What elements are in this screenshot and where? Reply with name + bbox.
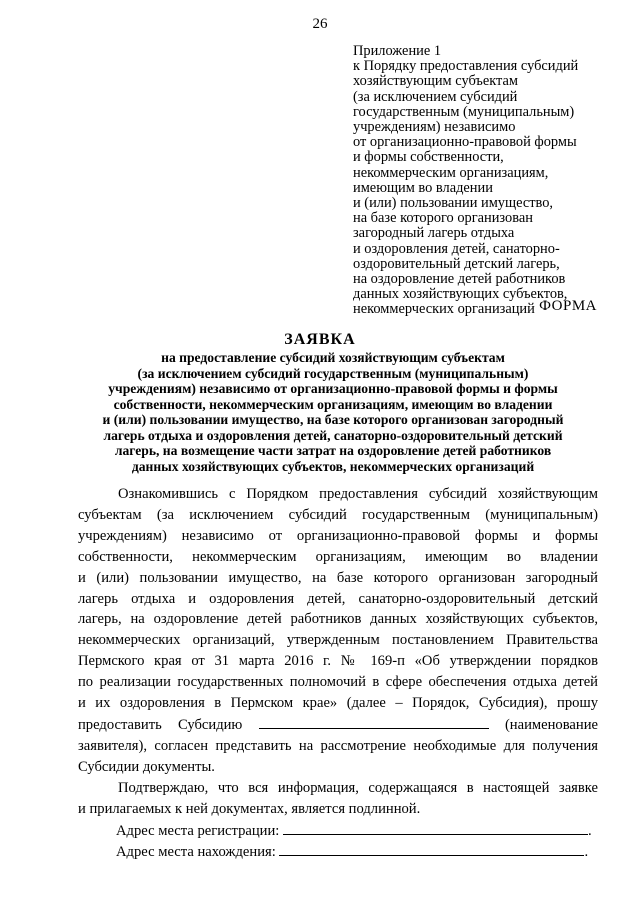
field-end-mark: . — [587, 822, 592, 839]
subtitle-line: лагерь отдыха и оздоровления детей, санаторно-оздоровительный детский — [103, 427, 563, 443]
appendix-line: и формы собственности, — [353, 149, 504, 166]
document-title: ЗАЯВКА — [284, 331, 356, 348]
applicant-name-hint: (наименование — [504, 716, 598, 733]
paragraph-line: Ознакомившись с Порядком предоставления субсидий хозяйствующим — [118, 486, 598, 502]
paragraph-line: субъектам (за исключением субсидий государственным (муниципальным) — [78, 506, 598, 523]
appendix-line: на оздоровление детей работников — [353, 271, 566, 288]
appendix-line: на базе которого организован — [353, 210, 533, 227]
appendix-block — [353, 44, 623, 318]
appendix-line: данных хозяйствующих субъектов, — [353, 286, 568, 303]
applicant-name-blank[interactable] — [259, 714, 489, 729]
registration-address-field — [78, 820, 598, 842]
appendix-line: некоммерческих организаций — [353, 301, 535, 318]
field-end-mark: . — [584, 844, 589, 861]
location-address-label: Адрес места нахождения: — [116, 844, 276, 861]
paragraph-line: Подтверждаю, что вся информация, содержащаяся в настоящей заявке — [118, 779, 598, 796]
paragraph-line: некоммерческих организаций, утвержденным постановлением Правительства — [78, 632, 598, 649]
paragraph-line: заявителя), согласен представить на рассмотрение необходимые для получения — [78, 737, 598, 754]
subtitle-line: данных хозяйствующих субъектов, некоммерческих организаций — [131, 458, 535, 474]
application-body — [78, 484, 598, 863]
subtitle-line: на предоставление субсидий хозяйствующим субъектам — [161, 350, 505, 365]
paragraph-line: по реализации государственных полномочий в сфере обеспечения отдыха детей — [78, 674, 598, 691]
registration-address-blank[interactable] — [283, 820, 588, 835]
subtitle-line: (за исключением субсидий государственным (муниципальным) — [137, 365, 529, 381]
appendix-line: учреждениям) независимо — [353, 119, 516, 136]
paragraph-line: собственности, некоммерческим организациям, имеющим во владении — [78, 548, 598, 565]
provide-subsidy-line — [78, 714, 598, 736]
registration-address-label: Адрес места регистрации: — [116, 822, 280, 839]
location-address-field — [78, 841, 598, 863]
provide-subsidy-label: предоставить Субсидию — [78, 716, 243, 733]
appendix-line: от организационно-правовой формы — [353, 134, 577, 151]
paragraph-line: и (или) пользовании имущество, на базе которого организован загородный — [78, 569, 598, 586]
subtitle-line: учреждениям) независимо от организационно-правовой формы и формы — [108, 381, 558, 396]
appendix-line: имеющим во владении — [353, 179, 493, 196]
appendix-line: государственным (муниципальным) — [353, 103, 575, 120]
page-number: 26 — [312, 16, 328, 32]
appendix-line: некоммерческим организациям, — [353, 164, 549, 181]
paragraph-line: и их оздоровления в Пермском крае» (далее – Порядок, Субсидия), прошу — [78, 695, 598, 712]
appendix-line: и (или) пользовании имущество, — [353, 195, 554, 212]
appendix-line: Приложение 1 — [353, 43, 442, 59]
paragraph-line: лагерь, на оздоровление детей работников данных хозяйствующих субъектов, — [78, 611, 598, 628]
location-address-blank[interactable] — [279, 841, 584, 856]
document-subtitle — [68, 350, 598, 474]
appendix-line: хозяйствующим субъектам — [353, 73, 519, 90]
appendix-line: загородный лагерь отдыха — [353, 225, 515, 242]
paragraph-line: учреждениям) независимо от организационно-правовой формы и формы — [78, 527, 598, 544]
subtitle-line: и (или) пользовании имущество, на базе которого организован загородный — [102, 412, 564, 427]
paragraph-line: Субсидии документы. — [78, 758, 215, 775]
paragraph-line: и прилагаемых к ней документах, является подлинной. — [78, 800, 421, 817]
appendix-line: к Порядку предоставления субсидий — [353, 58, 579, 75]
appendix-line: (за исключением субсидий — [353, 88, 518, 105]
subtitle-line: собственности, некоммерческим организациям, имеющим во владении — [113, 396, 553, 412]
appendix-line: оздоровительный детский лагерь, — [353, 255, 560, 272]
paragraph-line: Пермского края от 31 марта 2016 г. № 169-п «Об утверждении порядков — [78, 653, 598, 670]
subtitle-line: лагерь, на возмещение части затрат на оздоровление детей работников — [114, 443, 552, 458]
appendix-line: и оздоровления детей, санаторно- — [353, 240, 560, 257]
paragraph-line: лагерь отдыха и оздоровления детей, санаторно-оздоровительный детский — [78, 590, 598, 607]
form-label: ФОРМА — [539, 298, 597, 314]
